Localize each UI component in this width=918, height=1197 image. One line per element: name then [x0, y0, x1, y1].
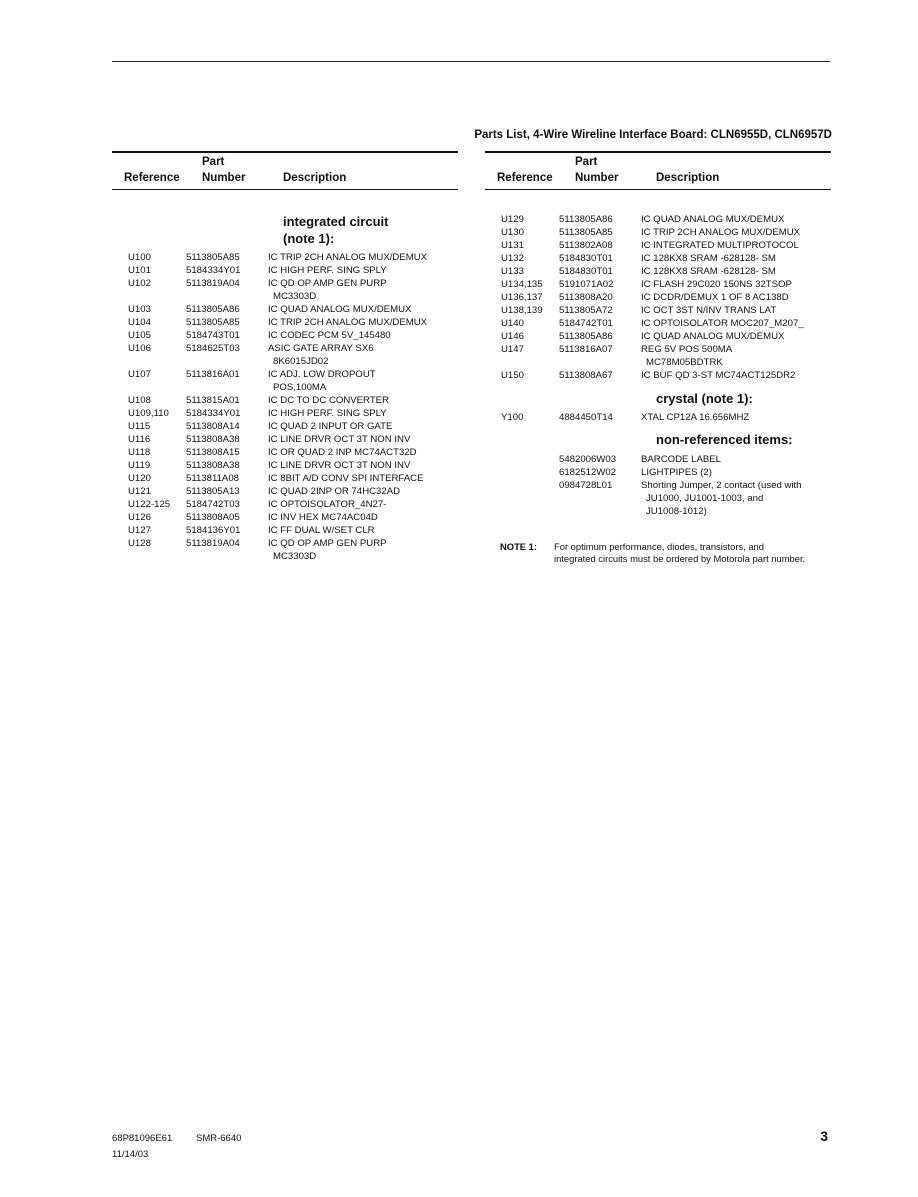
- part-entry: [112, 251, 458, 264]
- part-entry: [485, 252, 831, 265]
- empty-cell: [559, 356, 641, 369]
- part-number-cell: 5482006W03: [559, 454, 617, 465]
- reference-cell: U150: [501, 370, 524, 381]
- part-entry: [112, 420, 458, 433]
- table-row: [485, 466, 831, 479]
- description-cell: IC QUAD 2INP OR 74HC32AD: [268, 486, 401, 497]
- header-number: Number: [202, 172, 246, 184]
- table-row: [112, 433, 458, 446]
- reference-cell: U115: [128, 421, 151, 432]
- table-row: [112, 537, 458, 550]
- section-title-integrated-circuit: integrated circuit: [283, 214, 389, 229]
- top-rule: [112, 61, 830, 62]
- table-row: [485, 330, 831, 343]
- empty-cell: [112, 550, 186, 563]
- left-rows: [112, 251, 458, 563]
- table-row: [485, 291, 831, 304]
- reference-cell: U100: [128, 252, 151, 263]
- reference-cell: U133: [501, 266, 524, 277]
- reference-cell: U102: [128, 278, 151, 289]
- table-row: [485, 343, 831, 356]
- part-entry: [112, 342, 458, 368]
- table-row: [112, 407, 458, 420]
- description-cell: IC OPTOISOLATOR_4N27-: [268, 499, 387, 510]
- reference-cell: U105: [128, 330, 151, 341]
- description-cell: ASIC GATE ARRAY SX6: [268, 343, 374, 354]
- reference-cell: U101: [128, 265, 151, 276]
- description-cell: IC INV HEX MC74AC04D: [268, 512, 378, 523]
- part-entry: [485, 265, 831, 278]
- table-row: [112, 420, 458, 433]
- header-part: Part: [575, 156, 598, 168]
- part-entry: [485, 239, 831, 252]
- part-entry: [485, 304, 831, 317]
- table-row: [112, 446, 458, 459]
- description-cell: IC ADJ. LOW DROPOUT: [268, 369, 376, 380]
- description-cell: Shorting Jumper, 2 contact (used with: [641, 480, 802, 491]
- part-number-cell: 5113805A72: [559, 305, 613, 316]
- description-cell: IC DC TO DC CONVERTER: [268, 395, 390, 406]
- footer-doc-number: 68P81096E61: [112, 1133, 173, 1144]
- reference-cell: U131: [501, 240, 524, 251]
- table-row-continuation: [112, 355, 458, 368]
- description-cell: IC OR QUAD 2 INP MC74ACT32D: [268, 447, 417, 458]
- part-number-cell: 5184136Y01: [186, 525, 241, 536]
- description-cell: IC CODEC PCM 5V_145480: [268, 330, 391, 341]
- empty-cell: [485, 505, 559, 518]
- table-row: [485, 265, 831, 278]
- empty-cell: [112, 355, 186, 368]
- reference-cell: U108: [128, 395, 151, 406]
- description-cell: IC TRIP 2CH ANALOG MUX/DEMUX: [268, 317, 428, 328]
- description-cell: IC DCDR/DEMUX 1 OF 8 AC138D: [641, 292, 789, 303]
- header-number: Number: [575, 172, 619, 184]
- part-entry: [485, 453, 831, 466]
- header-reference: Reference: [124, 172, 180, 184]
- part-entry: [112, 368, 458, 394]
- reference-cell: U130: [501, 227, 524, 238]
- description-cell: XTAL CP12A 16.656MHZ: [641, 412, 750, 423]
- description-cell: IC QUAD 2 INPUT OR GATE: [268, 421, 393, 432]
- nonref-rows: [485, 453, 831, 518]
- description-cell: IC LINE DRVR OCT 3T NON INV: [268, 434, 411, 445]
- part-number-cell: 5113808A38: [186, 434, 240, 445]
- table-row: [485, 453, 831, 466]
- right-parts-column: [485, 151, 831, 518]
- part-number-cell: 5113816A01: [186, 369, 240, 380]
- reference-cell: U109,110: [128, 408, 169, 419]
- reference-cell: U134,135: [501, 279, 543, 290]
- description-cell: IC INTEGRATED MULTIPROTOCOL: [641, 240, 799, 251]
- reference-cell: U122-125: [128, 499, 171, 510]
- left-parts-column: [112, 151, 458, 563]
- part-number-cell: 5113805A13: [186, 486, 240, 497]
- table-row: [485, 479, 831, 492]
- empty-cell: [112, 381, 186, 394]
- reference-cell: U146: [501, 331, 524, 342]
- left-table-body: [112, 190, 458, 563]
- empty-cell: [112, 290, 186, 303]
- empty-cell: [186, 381, 268, 394]
- table-row: [112, 264, 458, 277]
- description-cell: IC FLASH 29C020 150NS 32TSOP: [641, 279, 792, 290]
- part-number-cell: 5113805A85: [186, 252, 240, 263]
- empty-cell: [485, 492, 559, 505]
- empty-cell: [559, 492, 641, 505]
- description-cell: IC LINE DRVR OCT 3T NON INV: [268, 460, 411, 471]
- description-continuation: JU1008-1012): [646, 506, 707, 517]
- part-number-cell: 5113802A08: [559, 240, 613, 251]
- part-number-cell: 5113808A38: [186, 460, 240, 471]
- reference-cell: U106: [128, 343, 151, 354]
- part-entry: [485, 343, 831, 369]
- part-number-cell: 5184625T03: [186, 343, 240, 354]
- part-number-cell: 5113816A07: [559, 344, 613, 355]
- part-number-cell: 5113808A20: [559, 292, 613, 303]
- empty-cell: [186, 550, 268, 563]
- description-cell: IC HIGH PERF. SING SPLY: [268, 265, 387, 276]
- description-cell: IC 128KX8 SRAM -628128- SM: [641, 266, 776, 277]
- part-entry: [485, 330, 831, 343]
- note-line: For optimum performance, diodes, transistors, and: [554, 541, 764, 552]
- description-cell: REG 5V POS 500MA: [641, 344, 733, 355]
- right-table-body: [485, 190, 831, 518]
- table-row: [112, 329, 458, 342]
- table-row: [485, 304, 831, 317]
- header-reference: Reference: [497, 172, 553, 184]
- part-number-cell: 5184334Y01: [186, 408, 241, 419]
- table-row: [485, 317, 831, 330]
- reference-cell: U138,139: [501, 305, 543, 316]
- reference-cell: U128: [128, 538, 151, 549]
- reference-cell: U147: [501, 344, 524, 355]
- table-row: [112, 498, 458, 511]
- reference-cell: U121: [128, 486, 151, 497]
- part-number-cell: 5113805A86: [559, 214, 613, 225]
- header-description: Description: [656, 172, 720, 184]
- part-entry: [485, 479, 831, 518]
- part-entry: [112, 394, 458, 407]
- crystal-rows: [485, 411, 831, 424]
- reference-cell: U103: [128, 304, 151, 315]
- empty-cell: [186, 355, 268, 368]
- part-number-cell: 4884450T14: [559, 412, 613, 423]
- description-cell: IC QUAD ANALOG MUX/DEMUX: [641, 331, 785, 342]
- part-number-cell: 5113805A86: [186, 304, 240, 315]
- part-number-cell: 5184830T01: [559, 266, 613, 277]
- footer-date: 11/14/03: [112, 1149, 149, 1160]
- part-entry: [112, 459, 458, 472]
- part-number-cell: 5113805A85: [186, 317, 240, 328]
- table-row: [112, 459, 458, 472]
- reference-cell: U116: [128, 434, 151, 445]
- description-cell: IC QUAD ANALOG MUX/DEMUX: [268, 304, 412, 315]
- reference-cell: Y100: [501, 412, 524, 423]
- table-row: [485, 213, 831, 226]
- table-row: [112, 303, 458, 316]
- part-number-cell: 5184742T01: [559, 318, 613, 329]
- reference-cell: U127: [128, 525, 151, 536]
- part-entry: [112, 472, 458, 485]
- part-entry: [485, 278, 831, 291]
- description-cell: IC TRIP 2CH ANALOG MUX/DEMUX: [268, 252, 428, 263]
- part-entry: [485, 317, 831, 330]
- table-row-continuation: [112, 550, 458, 563]
- part-number-cell: 5113808A67: [559, 370, 613, 381]
- section-title-non-referenced: non-referenced items:: [656, 432, 793, 447]
- description-cell: LIGHTPIPES (2): [641, 467, 712, 478]
- description-continuation: MC3303D: [273, 291, 317, 302]
- reference-cell: [485, 453, 559, 466]
- description-continuation: 8K6015JD02: [273, 356, 329, 367]
- description-cell: IC QD OP AMP GEN PURP: [268, 538, 387, 549]
- part-entry: [112, 524, 458, 537]
- table-row-continuation: [485, 505, 831, 518]
- part-entry: [112, 407, 458, 420]
- part-entry: [112, 485, 458, 498]
- table-row: [112, 394, 458, 407]
- table-row: [112, 472, 458, 485]
- part-number-cell: 5113811A08: [186, 473, 239, 484]
- reference-cell: U136,137: [501, 292, 543, 303]
- part-number-cell: 0984728L01: [559, 480, 613, 491]
- reference-cell: U120: [128, 473, 151, 484]
- part-number-cell: 5113819A04: [186, 538, 240, 549]
- header-description: Description: [283, 172, 347, 184]
- header-part: Part: [202, 156, 225, 168]
- left-table-header: [112, 151, 458, 190]
- part-number-cell: 5113808A05: [186, 512, 240, 523]
- part-number-cell: 5184742T03: [186, 499, 240, 510]
- part-entry: [112, 433, 458, 446]
- table-row: [112, 342, 458, 355]
- note-text: [554, 541, 805, 565]
- section-title-note: (note 1):: [283, 231, 335, 246]
- part-entry: [112, 537, 458, 563]
- part-entry: [112, 264, 458, 277]
- description-continuation: MC78M05BDTRK: [646, 357, 723, 368]
- note-label: NOTE 1:: [500, 541, 537, 552]
- part-number-cell: 5113805A85: [559, 227, 613, 238]
- table-row: [112, 251, 458, 264]
- empty-cell: [559, 505, 641, 518]
- description-cell: IC 8BIT A/D CONV SPI INTERFACE: [268, 473, 424, 484]
- description-cell: IC QUAD ANALOG MUX/DEMUX: [641, 214, 785, 225]
- part-number-cell: 5113808A14: [186, 421, 240, 432]
- reference-cell: U118: [128, 447, 151, 458]
- table-row: [112, 485, 458, 498]
- reference-cell: [485, 479, 559, 492]
- table-row-continuation: [112, 381, 458, 394]
- part-entry: [112, 511, 458, 524]
- part-number-cell: 5184743T01: [186, 330, 240, 341]
- part-number-cell: 5113815A01: [186, 395, 240, 406]
- description-cell: IC OCT 3ST N/INV TRANS LAT: [641, 305, 777, 316]
- reference-cell: U107: [128, 369, 151, 380]
- table-row: [485, 252, 831, 265]
- reference-cell: [485, 466, 559, 479]
- reference-cell: U104: [128, 317, 151, 328]
- description-cell: IC FF DUAL W/SET CLR: [268, 525, 375, 536]
- table-row: [485, 239, 831, 252]
- part-entry: [112, 277, 458, 303]
- table-row-continuation: [485, 356, 831, 369]
- description-cell: IC BUF QD 3-ST MC74ACT125DR2: [641, 370, 796, 381]
- part-entry: [485, 226, 831, 239]
- part-number-cell: 5113808A15: [186, 447, 240, 458]
- description-cell: IC 128KX8 SRAM -628128- SM: [641, 253, 776, 264]
- part-number-cell: 6182512W02: [559, 467, 617, 478]
- description-cell: IC OPTOISOLATOR MOC207_M207_: [641, 318, 804, 329]
- reference-cell: U132: [501, 253, 524, 264]
- description-continuation: MC3303D: [273, 551, 317, 562]
- table-row: [112, 524, 458, 537]
- table-row-continuation: [485, 492, 831, 505]
- table-row: [112, 277, 458, 290]
- reference-cell: U119: [128, 460, 151, 471]
- right-rows: [485, 213, 831, 382]
- part-entry: [485, 466, 831, 479]
- section-title-crystal: crystal (note 1):: [656, 391, 753, 406]
- description-continuation: JU1000, JU1001-1003, and: [646, 493, 764, 504]
- table-row: [485, 411, 831, 424]
- note-1: [500, 541, 805, 565]
- table-row: [112, 511, 458, 524]
- part-entry: [112, 498, 458, 511]
- part-number-cell: 5113819A04: [186, 278, 240, 289]
- table-row: [485, 278, 831, 291]
- part-entry: [485, 213, 831, 226]
- part-entry: [485, 369, 831, 382]
- reference-cell: U129: [501, 214, 524, 225]
- table-row: [485, 226, 831, 239]
- part-entry: [112, 316, 458, 329]
- part-entry: [112, 303, 458, 316]
- reference-cell: U140: [501, 318, 524, 329]
- part-number-cell: 5184830T01: [559, 253, 613, 264]
- reference-cell: U126: [128, 512, 151, 523]
- table-row: [112, 368, 458, 381]
- empty-cell: [485, 356, 559, 369]
- part-entry: [485, 291, 831, 304]
- part-number-cell: 5191071A02: [559, 279, 614, 290]
- part-number-cell: 5113805A86: [559, 331, 613, 342]
- part-entry: [485, 411, 831, 424]
- description-cell: BARCODE LABEL: [641, 454, 721, 465]
- part-entry: [112, 329, 458, 342]
- description-continuation: POS,100MA: [273, 382, 327, 393]
- empty-cell: [186, 290, 268, 303]
- description-cell: IC TRIP 2CH ANALOG MUX/DEMUX: [641, 227, 801, 238]
- page-number: 3: [820, 1128, 828, 1144]
- note-line: integrated circuits must be ordered by Motorola part number.: [554, 553, 806, 564]
- part-number-cell: 5184334Y01: [186, 265, 241, 276]
- description-cell: IC HIGH PERF. SING SPLY: [268, 408, 387, 419]
- table-row: [485, 369, 831, 382]
- right-table-header: [485, 151, 831, 190]
- table-row-continuation: [112, 290, 458, 303]
- description-cell: IC QD OP AMP GEN PURP: [268, 278, 387, 289]
- footer-smr: SMR-6640: [196, 1133, 242, 1144]
- page-title: Parts List, 4-Wire Wireline Interface Board: CLN6955D, CLN6957D: [474, 129, 832, 141]
- part-entry: [112, 446, 458, 459]
- table-row: [112, 316, 458, 329]
